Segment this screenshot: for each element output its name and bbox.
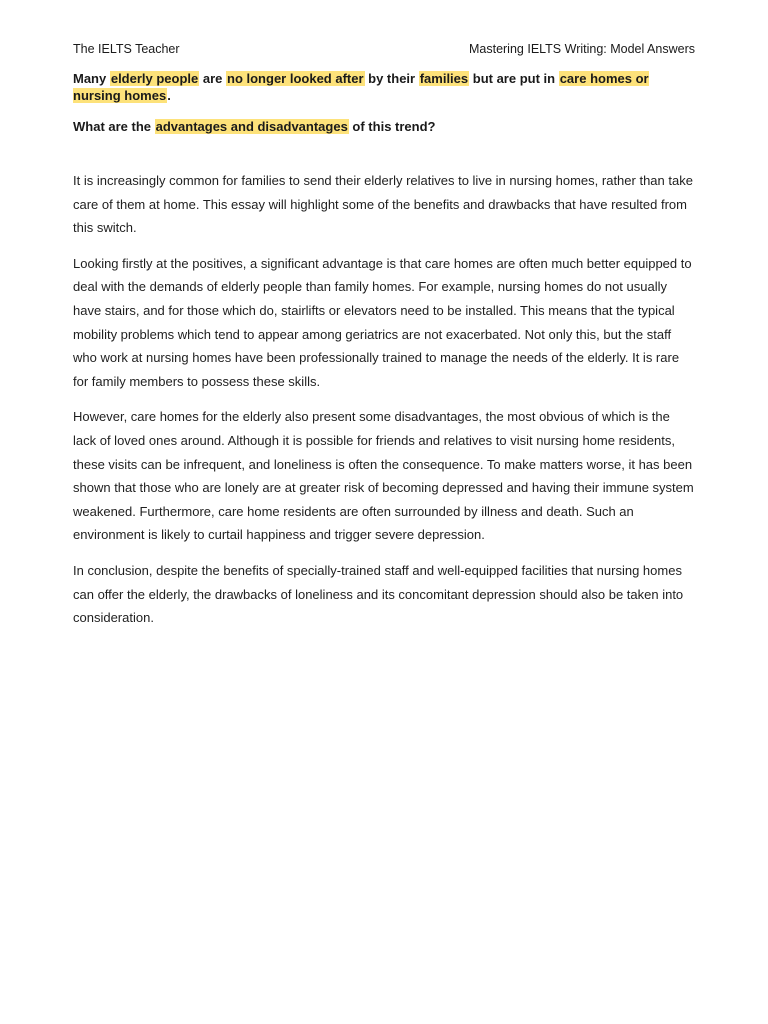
- prompt-highlight: no longer looked after: [227, 71, 364, 86]
- header-left: The IELTS Teacher: [73, 42, 180, 56]
- page-header: [73, 0, 695, 56]
- prompt-highlight: families: [419, 71, 469, 86]
- task-question: [73, 118, 695, 135]
- question-seg: of this trend?: [348, 119, 436, 134]
- prompt-highlight: care homes or nursing homes: [73, 71, 649, 103]
- essay-paragraph-disadvantages: However, care homes for the elderly also present some disadvantages, the most obvious of which is the lack of loved ones around. Although it is possible for friends and relatives to visit nursing home residents, these visits can be infrequent, and loneliness is often the consequence. To make matters worse, it has been shown that those who are lonely are at greater risk of becoming depressed and having their immune system weakened. Furthermore, care home residents are often surrounded by illness and death. Such an environment is likely to curtail happiness and trigger severe depression.: [73, 409, 694, 543]
- prompt-seg: by their: [364, 71, 419, 86]
- question-seg: What are the: [73, 119, 155, 134]
- prompt-highlight: elderly people: [110, 71, 199, 86]
- prompt-seg: but are put in: [469, 71, 559, 86]
- header-right: Mastering IELTS Writing: Model Answers: [468, 42, 695, 56]
- essay-paragraph-advantages: Looking firstly at the positives, a significant advantage is that care homes are often much better equipped to deal with the demands of elderly people than family homes. For example, nursing homes do not usually have stairs, and for those which do, stairlifts or elevators need to be installed. This means that the typical mobility problems which tend to appear among geriatrics are not exacerbated. Not only this, but the staff who work at nursing homes have been professionally trained to manage the needs of the elderly. It is rare for family members to possess these skills.: [73, 255, 692, 389]
- prompt-seg: are: [199, 71, 227, 86]
- essay-paragraph-intro: It is increasingly common for families to send their elderly relatives to live in nursing homes, rather than take care of them at home. This essay will highlight some of the benefits and drawbacks that have resulted from this switch.: [73, 173, 693, 236]
- essay-body: [73, 169, 695, 630]
- task-prompt: [73, 70, 695, 104]
- question-highlight: advantages and disadvantages: [155, 119, 348, 134]
- essay-paragraph-conclusion: In conclusion, despite the benefits of specially-trained staff and well-equipped facilities that nursing homes can offer the elderly, the drawbacks of loneliness and its concomitant depression should also be taken into consideration.: [73, 562, 684, 626]
- prompt-seg: .: [167, 88, 171, 103]
- prompt-seg: Many: [73, 71, 110, 86]
